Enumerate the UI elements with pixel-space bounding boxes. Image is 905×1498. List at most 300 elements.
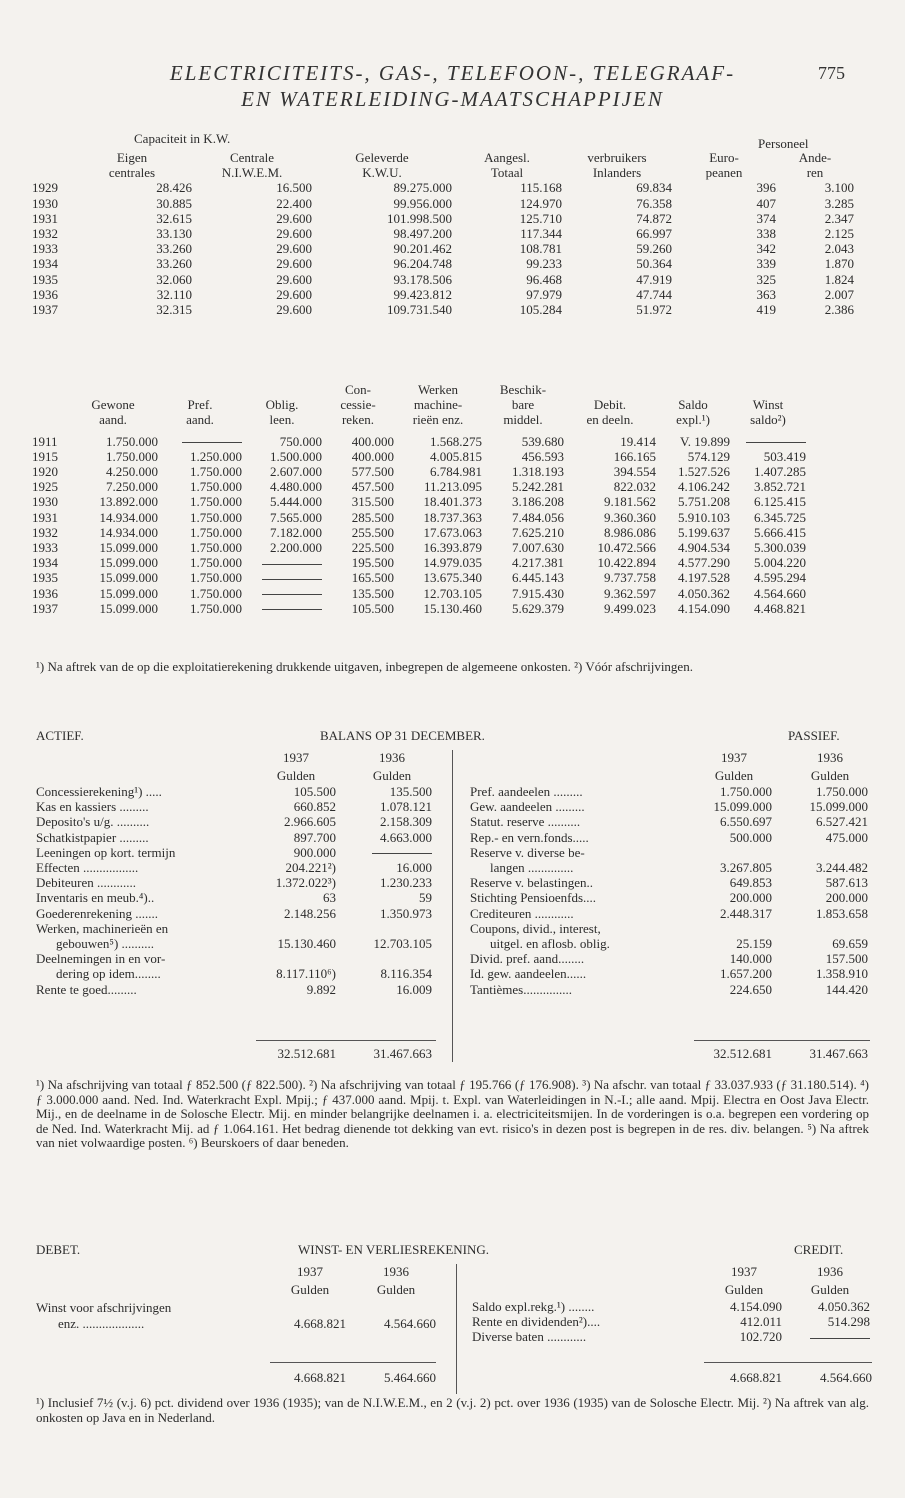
table-cell: 4.217.381: [512, 555, 564, 571]
ledger-value-1937: 8.117.110⁶): [276, 966, 336, 982]
ledger-row: [470, 830, 868, 845]
table-cell: 93.178.506: [393, 271, 452, 287]
table-cell: 32.315: [156, 302, 192, 318]
table-cell: 7.565.000: [270, 509, 322, 525]
ledger-label: Debiteuren ............: [36, 875, 137, 891]
table-cell: 503.419: [763, 448, 806, 464]
ledger-row: [470, 982, 868, 997]
table-cell: 2.200.000: [270, 540, 322, 556]
table-cell: 8.986.086: [604, 524, 656, 540]
ledger-row: [36, 936, 432, 951]
table-cell: 4.577.290: [678, 555, 730, 571]
table-row: [32, 302, 854, 317]
table-cell: 5.242.281: [512, 479, 564, 495]
column-header: K.W.U.: [362, 165, 402, 181]
table-row: [32, 241, 854, 256]
winst-credit-total-rule: [704, 1362, 872, 1363]
table-row: [32, 211, 854, 226]
table-cell: 30.885: [156, 195, 192, 211]
table-row: [32, 287, 854, 302]
row-year: 1933: [32, 241, 58, 257]
table-cell: 9.362.597: [604, 585, 656, 601]
table-row: [32, 601, 806, 616]
ledger-label: Leeningen op kort. termijn: [36, 844, 176, 860]
ledger-value-1936: 4.663.000: [380, 829, 432, 845]
table-cell: 339: [756, 256, 776, 272]
ledger-label: Deposito's u/g. ..........: [36, 814, 150, 830]
ledger-value-1936: 587.613: [825, 875, 868, 891]
table-cell: 255.500: [351, 524, 394, 540]
ledger-row: [36, 906, 432, 921]
column-header: cessie-: [340, 397, 376, 413]
balans-actief-total-1936: 31.467.663: [373, 1046, 432, 1061]
winst-credit-year1: 1937: [731, 1264, 757, 1279]
header-blank: [32, 412, 68, 427]
table-header-row: [32, 397, 806, 412]
table-cell: 11.213.095: [423, 479, 482, 495]
ledger-value-1936: 1.750.000: [816, 784, 868, 799]
ledger-value-1937: 105.500: [293, 784, 336, 799]
ledger-row: [470, 921, 868, 936]
dash-mark: [262, 564, 322, 565]
table-cell: 15.099.000: [99, 585, 158, 601]
ledger-row: [36, 830, 432, 845]
column-header: N.I.W.E.M.: [221, 165, 283, 181]
capaciteit-group-header: Capaciteit in K.W.: [134, 131, 231, 146]
balans-passief-unit2: Gulden: [810, 768, 850, 783]
table-cell: 338: [756, 226, 776, 242]
ledger-value-1936: 2.158.309: [380, 814, 432, 830]
balans-passief-label: PASSIEF.: [788, 728, 840, 743]
ledger-row: [36, 982, 432, 997]
table-cell: 342: [756, 241, 776, 257]
table-cell: 29.600: [276, 271, 312, 287]
ledger-label: dering op idem........: [56, 966, 161, 982]
ledger-value-1937: 2.448.317: [720, 905, 772, 921]
table-cell: 28.426: [156, 180, 192, 196]
table-cell: 419: [756, 302, 776, 318]
ledger-value-1937: 412.011: [740, 1314, 782, 1330]
ledger-value-1937: 649.853: [729, 875, 772, 891]
balans-passief-table: [470, 784, 868, 997]
table-cell: 4.468.821: [754, 600, 806, 616]
ledger-value-1937: [236, 921, 336, 936]
page-title-line2: EN WATERLEIDING-MAATSCHAPPIJEN: [241, 87, 664, 111]
column-header: aand.: [186, 412, 214, 428]
column-header: Gewone: [91, 397, 135, 413]
column-header: Aangesl.: [484, 150, 530, 165]
ledger-value-1937: 15.130.460: [277, 936, 336, 952]
ledger-value-1936: [336, 845, 432, 860]
winst-debet-unit2: Gulden: [376, 1282, 416, 1297]
row-year: 1930: [32, 494, 58, 510]
column-header: Geleverde: [355, 150, 409, 165]
ledger-label: Rente te goed.........: [36, 981, 137, 997]
winst-credit-table: [472, 1299, 870, 1345]
column-header: Debit.: [593, 397, 627, 413]
table-cell: 4.904.534: [678, 540, 730, 556]
balans-actief-year2: 1936: [379, 750, 405, 765]
ledger-value-1937: 2.148.256: [284, 905, 336, 921]
column-header: en deeln.: [586, 412, 634, 428]
row-year: 1920: [32, 464, 58, 480]
table-cell: 14.934.000: [99, 509, 158, 525]
ledger-label: Gew. aandeelen .........: [470, 799, 585, 815]
column-header: saldo²): [750, 412, 786, 428]
ledger-value-1937: [236, 951, 336, 966]
ledger-value-1937: 25.159: [736, 936, 772, 952]
ledger-row: [472, 1299, 870, 1314]
table-cell: 2.607.000: [270, 464, 322, 480]
column-header: middel.: [503, 412, 543, 428]
column-header: expl.¹): [676, 412, 710, 428]
table-cell: 5.666.415: [754, 524, 806, 540]
table-cell: 5.910.103: [678, 509, 730, 525]
header-blank: [32, 165, 72, 180]
ledger-value-1936: 6.527.421: [816, 814, 868, 830]
table-row: [32, 180, 854, 195]
table-cell: 2.043: [824, 241, 854, 257]
table-cell: [242, 601, 322, 616]
table-cell: 5.629.379: [512, 600, 564, 616]
table-cell: 1.568.275: [430, 433, 482, 449]
table-cell: 1.750.000: [190, 540, 242, 556]
dash-mark: [372, 853, 432, 854]
ledger-row: [470, 845, 868, 860]
balans-actief-total-rule: [256, 1040, 436, 1041]
ledger-row: [36, 890, 432, 905]
ledger-row: [36, 845, 432, 860]
page-number: 775: [818, 63, 845, 83]
column-header: leen.: [269, 412, 295, 428]
table-cell: 6.784.981: [430, 464, 482, 480]
ledger-value-1936: 1.358.910: [816, 966, 868, 982]
column-header: Eigen: [116, 150, 148, 165]
table-cell: 13.892.000: [99, 494, 158, 510]
balans-passief-total-rule: [694, 1040, 870, 1041]
winst-debet-year2: 1936: [383, 1264, 409, 1279]
table-cell: 117.344: [520, 226, 562, 242]
ledger-value-1937: 1.657.200: [720, 966, 772, 982]
ledger-label: Rep.- en vern.fonds.....: [470, 829, 589, 845]
ledger-value-1936: 514.298: [827, 1314, 870, 1330]
dash-mark: [262, 609, 322, 610]
table-cell: 4.480.000: [270, 479, 322, 495]
ledger-row: [36, 860, 432, 875]
table-cell: 29.600: [276, 302, 312, 318]
column-header: Saldo: [678, 397, 708, 413]
row-year: 1934: [32, 256, 58, 272]
table-cell: 9.360.360: [604, 509, 656, 525]
table-cell: 18.737.363: [423, 509, 482, 525]
table-cell: 10.472.566: [597, 540, 656, 556]
ledger-label: Pref. aandeelen .........: [470, 784, 583, 799]
ledger-value-1937: 4.154.090: [730, 1299, 782, 1314]
table-cell: 5.004.220: [754, 555, 806, 571]
ledger-row: [470, 951, 868, 966]
ledger-row: [470, 814, 868, 829]
ledger-label: Statut. reserve ..........: [470, 814, 581, 830]
table-cell: 16.500: [276, 180, 312, 196]
ledger-value-1937: 140.000: [729, 951, 772, 967]
ledger-value-1937: 9.892: [306, 981, 336, 997]
table-cell: 195.500: [351, 555, 394, 571]
winst-credit-total-1937: 4.668.821: [730, 1370, 782, 1385]
balans-passief-year2: 1936: [817, 750, 843, 765]
table-cell: [158, 434, 242, 449]
winst-credit-total-1936: 4.564.660: [820, 1370, 872, 1385]
personeel-group-header: Personeel: [758, 136, 809, 151]
ledger-value-1936: 8.116.354: [380, 966, 432, 982]
ledger-value-1937: 1.372.022³): [275, 875, 336, 891]
ledger-label: Goederenrekening .......: [36, 905, 159, 921]
ledger-value-1936: 15.099.000: [809, 799, 868, 815]
table-row: [32, 464, 806, 479]
column-header: Werken: [417, 382, 459, 397]
table-row: [32, 555, 806, 570]
table-cell: 325: [756, 271, 776, 287]
balans-actief-table: [36, 784, 432, 997]
ledger-row: [472, 1329, 870, 1344]
row-year: 1936: [32, 286, 58, 302]
table-cell: 69.834: [636, 180, 672, 196]
column-header: [730, 382, 806, 397]
ledger-label: Id. gew. aandeelen......: [470, 966, 587, 982]
table-row: [32, 525, 806, 540]
ledger-label: Schatkistpapier .........: [36, 829, 149, 845]
row-year: 1932: [32, 226, 58, 242]
table-cell: 13.675.340: [423, 570, 482, 586]
dash-mark: [182, 442, 242, 443]
ledger-value-1937: 1.750.000: [720, 784, 772, 799]
table-cell: 14.934.000: [99, 524, 158, 540]
balans-title: BALANS OP 31 DECEMBER.: [320, 728, 485, 743]
winst-title: WINST- EN VERLIESREKENING.: [298, 1242, 490, 1257]
header-blank: [32, 150, 72, 165]
column-header: reken.: [341, 412, 375, 428]
table-cell: [242, 586, 322, 601]
table-cell: 125.710: [519, 210, 562, 226]
table-cell: 76.358: [636, 195, 672, 211]
table-cell: 74.872: [636, 210, 672, 226]
ledger-row: [470, 860, 868, 875]
table-cell: 374: [756, 210, 776, 226]
column-header: Beschik-: [499, 382, 547, 397]
table-cell: 1.750.000: [190, 509, 242, 525]
table-cell: 456.593: [521, 448, 564, 464]
ledger-value-1936: [772, 845, 868, 860]
table-cell: 4.106.242: [678, 479, 730, 495]
winst-footnote: ¹) Inclusief 7½ (v.j. 6) pct. dividend over 1936 (1935); van de N.I.W.E.M., en 2 (v.j. 2) pct. over 1936 (1935) van de Solosche Electr. Mij. ²) Na aftrek van alg. onkosten op Java en in Nederland.: [36, 1395, 869, 1425]
winst-debet-total-rule: [270, 1362, 436, 1363]
table-cell: 1.500.000: [270, 448, 322, 464]
ledger-value-1936: 69.659: [832, 936, 868, 952]
row-year: 1934: [32, 555, 58, 571]
ledger-value-1936: 144.420: [825, 981, 868, 997]
ledger-label: Crediteuren ............: [470, 905, 574, 921]
winst-debet-year1: 1937: [297, 1264, 323, 1279]
table-cell: 4.050.362: [678, 585, 730, 601]
column-header: machine-: [413, 397, 463, 413]
ledger-value-1937: 224.650: [729, 981, 772, 997]
table-cell: 750.000: [279, 433, 322, 449]
table-cell: 32.110: [156, 286, 192, 302]
table-cell: 14.979.035: [423, 555, 482, 571]
table-cell: 3.852.721: [754, 479, 806, 495]
ledger-row: [470, 906, 868, 921]
balans-actief-label: ACTIEF.: [36, 728, 84, 743]
table-cell: 400.000: [351, 448, 394, 464]
balans-footnote: ¹) Na afschrijving van totaal ƒ 852.500 (ƒ 822.500). ²) Na afschrijving van totaal ƒ 195.766 (ƒ 176.908). ³) Na afschr. van totaal ƒ 33.037.933 (ƒ 31.180.514). ⁴) ƒ 3.000.000 aand. Ned. Ind. Waterkracht Expl. Mpij.; ƒ 437.000 aand. Mpij. t. Expl. van Waterleidingen in N.-I.; alle aand. Mpij. Electra en Oost Java Electr. Mij., en de deelname in de Solosche Electr. Mij. en minder belangrijke deelnamen i. a. electriciteitsmijen. In de vorderingen is o.a. begrepen een vordering op de Ned. Ind. Waterkracht Mij. ad ƒ 1.064.161. Het bedrag dienende tot dekking van evt. risico's in dezen post is begrepen in de res. div. belangen. ⁵) Na aftrek van niet volwaardige posten. ⁶) Beurskoers of daar beneden.: [36, 1077, 869, 1150]
table-cell: 1.824: [824, 271, 854, 287]
table-cell: 29.600: [276, 241, 312, 257]
table-cell: 539.680: [521, 433, 564, 449]
column-header: Centrale: [229, 150, 275, 165]
row-year: 1935: [32, 271, 58, 287]
table-cell: 51.972: [636, 302, 672, 318]
table-cell: 1.750.000: [190, 464, 242, 480]
table-cell: [242, 570, 322, 585]
page-title-line1: ELECTRICITEITS-, GAS-, TELEFOON-, TELEGRAAF-: [169, 61, 736, 85]
ledger-row: [470, 784, 868, 799]
table-cell: 1.750.000: [190, 570, 242, 586]
balans-passief-total-1937: 32.512.681: [713, 1046, 772, 1061]
winst-debet-unit1: Gulden: [290, 1282, 330, 1297]
row-year: 1930: [32, 195, 58, 211]
table-cell: 400.000: [351, 433, 394, 449]
table-cell: 285.500: [351, 509, 394, 525]
winst-divider: [456, 1264, 457, 1394]
table-cell: 16.393.879: [423, 540, 482, 556]
table-cell: 1.750.000: [190, 600, 242, 616]
ledger-value-1937: [674, 921, 772, 936]
ledger-value-1937: [674, 845, 772, 860]
table-cell: 29.600: [276, 210, 312, 226]
table-cell: 394.554: [613, 464, 656, 480]
balans-passief-total-1936: 31.467.663: [809, 1046, 868, 1061]
balans-passief-unit1: Gulden: [714, 768, 754, 783]
ledger-row: [36, 951, 432, 966]
table-cell: 5.751.208: [678, 494, 730, 510]
table-cell: 50.364: [636, 256, 672, 272]
table-row: [32, 449, 806, 464]
column-header: Inlanders: [592, 165, 642, 181]
table-cell: 396: [756, 180, 776, 196]
table-cell: 29.600: [276, 286, 312, 302]
table-cell: 822.032: [613, 479, 656, 495]
ledger-value-1937: 897.700: [293, 829, 336, 845]
ledger-label: Coupons, divid., interest,: [470, 920, 601, 936]
ledger-value-1936: 135.500: [389, 784, 432, 799]
ledger-label: Divid. pref. aand........: [470, 951, 585, 967]
table-cell: 4.197.528: [678, 570, 730, 586]
table-cell: 165.500: [351, 570, 394, 586]
table-cell: 7.484.056: [512, 509, 564, 525]
table-cell: 3.186.208: [512, 494, 564, 510]
row-year: 1937: [32, 302, 58, 318]
ledger-value-1937: 660.852: [293, 799, 336, 815]
ledger-label: Stichting Pensioenfds....: [470, 890, 597, 906]
table-cell: 6.345.725: [754, 509, 806, 525]
table-cell: 15.130.460: [423, 600, 482, 616]
table-cell: 97.979: [526, 286, 562, 302]
table-cell: 1.750.000: [190, 479, 242, 495]
table-cell: 109.731.540: [387, 302, 452, 318]
table-row: [32, 479, 806, 494]
ledger-label: langen ..............: [490, 860, 574, 876]
ledger-value-1936: 1.853.658: [816, 905, 868, 921]
winst-debet-total-1937: 4.668.821: [294, 1370, 346, 1385]
table-cell: 457.500: [351, 479, 394, 495]
ledger-row: [470, 799, 868, 814]
row-year: 1911: [32, 433, 58, 449]
table-cell: 59.260: [636, 241, 672, 257]
balans-passief-year1: 1937: [721, 750, 747, 765]
ledger-value-1936: [772, 921, 868, 936]
balans-divider: [452, 750, 453, 1062]
ledger-label: Kas en kassiers .........: [36, 799, 149, 815]
winst-credit-year2: 1936: [817, 1264, 843, 1279]
balans-actief-unit2: Gulden: [372, 768, 412, 783]
table-cell: 1.318.193: [512, 464, 564, 480]
table-cell: 1.750.000: [190, 524, 242, 540]
table-cell: 99.956.000: [393, 195, 452, 211]
winst-debet-total-1936: 5.464.660: [384, 1370, 436, 1385]
table-row: [32, 434, 806, 449]
table-row: [32, 540, 806, 555]
ledger-value-1936: 157.500: [825, 951, 868, 967]
ledger-value-1937: 500.000: [729, 829, 772, 845]
table-cell: 47.919: [636, 271, 672, 287]
ledger-value-1937: 204.221²): [285, 860, 336, 876]
ledger-value-1936: 16.009: [396, 981, 432, 997]
row-year: 1931: [32, 509, 58, 525]
ledger-value-1936: 1.078.121: [380, 799, 432, 815]
ledger-value-1936: 3.244.482: [816, 860, 868, 876]
balans-actief-year1: 1937: [283, 750, 309, 765]
table-cell: V. 19.899: [680, 433, 730, 449]
ledger-label: uitgel. en aflosb. oblig.: [490, 936, 610, 952]
table-cell: 4.250.000: [106, 464, 158, 480]
ledger-row: [470, 936, 868, 951]
ledger-row: [470, 966, 868, 981]
table-cell: 33.130: [156, 226, 192, 242]
table-cell: 1.750.000: [106, 433, 158, 449]
column-header: verbruikers: [587, 150, 647, 165]
header-blank: [32, 397, 68, 412]
column-header: peanen: [705, 165, 743, 181]
dash-mark: [810, 1338, 870, 1339]
table-cell: 6.445.143: [512, 570, 564, 586]
ledger-value-1936: 1.350.973: [380, 905, 432, 921]
column-header: centrales: [108, 165, 156, 181]
table-header-row: [32, 150, 854, 165]
ledger-label: Tantièmes...............: [470, 981, 572, 997]
row-year: 1931: [32, 210, 58, 226]
table-cell: 98.497.200: [393, 226, 452, 242]
column-header: [158, 382, 242, 397]
ledger-row: [36, 799, 432, 814]
table-cell: 29.600: [276, 256, 312, 272]
table-cell: 96.468: [526, 271, 562, 287]
table-cell: 315.500: [351, 494, 394, 510]
ledger-row: [36, 784, 432, 799]
table-cell: 5.199.637: [678, 524, 730, 540]
dash-mark: [262, 594, 322, 595]
winst-credit-unit2: Gulden: [810, 1282, 850, 1297]
row-year: 1936: [32, 585, 58, 601]
winst-credit-label: CREDIT.: [794, 1242, 844, 1257]
